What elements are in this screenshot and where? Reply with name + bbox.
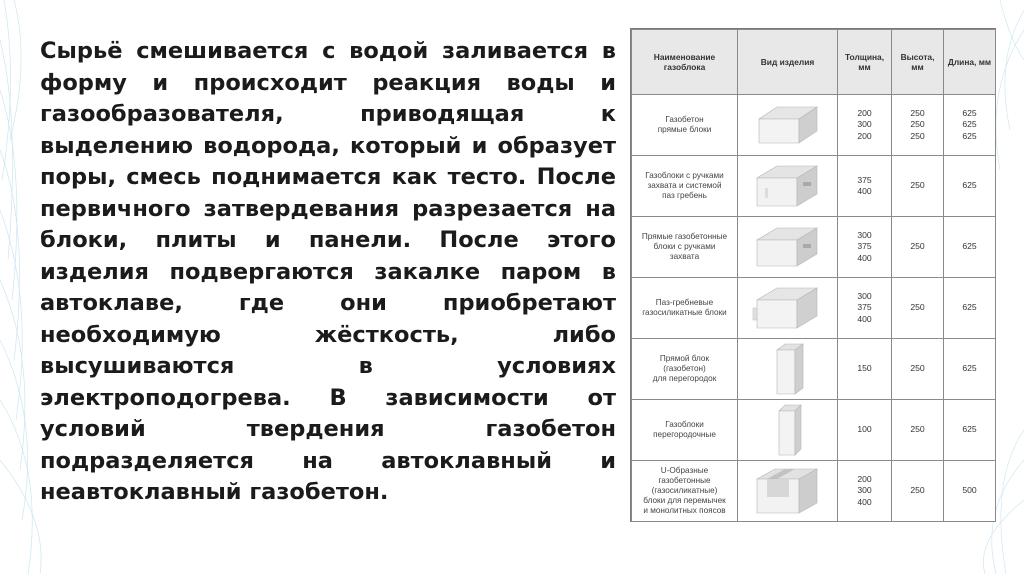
table-row bbox=[632, 217, 996, 278]
row-name: U-Образные газобетонные (газосиликатные) блоки для перемычек и монолитных поясов bbox=[632, 461, 738, 522]
row-length: 625 bbox=[944, 400, 996, 461]
row-height: 250 250 250 bbox=[892, 95, 944, 156]
row-height: 250 bbox=[892, 461, 944, 522]
row-name: Прямые газобетонные блоки с ручками захвата bbox=[632, 217, 738, 278]
table-row bbox=[632, 95, 996, 156]
row-name: Газобетон прямые блоки bbox=[632, 95, 738, 156]
tongue-groove-block-icon bbox=[738, 278, 838, 339]
row-height: 250 bbox=[892, 217, 944, 278]
row-thickness: 100 bbox=[838, 400, 892, 461]
row-thickness: 200 300 400 bbox=[838, 461, 892, 522]
table-row bbox=[632, 339, 996, 400]
table-row bbox=[632, 461, 996, 522]
row-length: 625 625 625 bbox=[944, 95, 996, 156]
handle-block-icon bbox=[738, 217, 838, 278]
row-thickness: 150 bbox=[838, 339, 892, 400]
table-row bbox=[632, 278, 996, 339]
table-header-row bbox=[632, 30, 996, 95]
straight-block-icon bbox=[738, 95, 838, 156]
gas-block-table bbox=[631, 29, 996, 522]
thin-partition-block-icon bbox=[738, 400, 838, 461]
header-name: Наименование газоблока bbox=[632, 30, 738, 95]
u-shaped-block-icon bbox=[738, 461, 838, 522]
row-thickness: 300 375 400 bbox=[838, 278, 892, 339]
row-length: 625 bbox=[944, 278, 996, 339]
header-length: Длина, мм bbox=[944, 30, 996, 95]
row-name: Прямой блок (газобетон) для перегородок bbox=[632, 339, 738, 400]
row-name: Газоблоки с ручками захвата и системой паз гребень bbox=[632, 156, 738, 217]
row-length: 625 bbox=[944, 156, 996, 217]
table-row bbox=[632, 156, 996, 217]
row-name: Газоблоки перегородочные bbox=[632, 400, 738, 461]
header-view: Вид изделия bbox=[738, 30, 838, 95]
row-name: Паз-гребневые газосиликатные блоки bbox=[632, 278, 738, 339]
row-length: 625 bbox=[944, 217, 996, 278]
row-height: 250 bbox=[892, 339, 944, 400]
row-height: 250 bbox=[892, 278, 944, 339]
description-paragraph: Сырьё смешивается с водой заливается в форму и происходит реакция воды и газообразователя, приводящая к выделению водорода, который и образует поры, смесь поднимается как тесто. После первичного затвердевания разрезается на блоки, плиты и панели. После этого изделия подвергаются закалке паром в автоклаве, где они приобретают необходимую жёсткость, либо высушиваются в условиях электроподогрева. В зависимости от условий твердения газобетон подразделяется на автоклавный и неавтоклавный газобетон. bbox=[40, 38, 616, 505]
row-thickness: 200 300 200 bbox=[838, 95, 892, 156]
row-length: 625 bbox=[944, 339, 996, 400]
row-height: 250 bbox=[892, 400, 944, 461]
partition-block-icon bbox=[738, 339, 838, 400]
header-thickness: Толщина, мм bbox=[838, 30, 892, 95]
gas-block-table-container bbox=[630, 28, 996, 522]
row-thickness: 375 400 bbox=[838, 156, 892, 217]
handle-tongue-groove-block-icon bbox=[738, 156, 838, 217]
row-thickness: 300 375 400 bbox=[838, 217, 892, 278]
row-height: 250 bbox=[892, 156, 944, 217]
table-row bbox=[632, 400, 996, 461]
header-height: Высота, мм bbox=[892, 30, 944, 95]
row-length: 500 bbox=[944, 461, 996, 522]
